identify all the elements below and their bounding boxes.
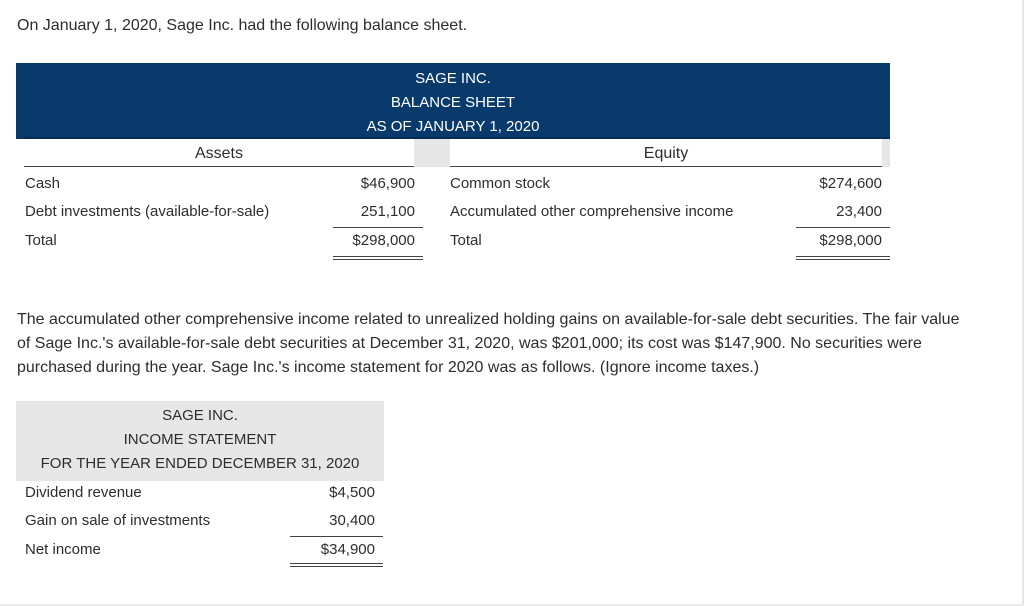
equity-subtotal-rule	[796, 227, 890, 228]
problem-paragraph: The accumulated other comprehensive income related to unrealized holding gains on available-for-sale debt securities. The fair value of Sage Inc.'s available-for-sale debt securities at December 31, 2020, was $201,000; its cost was $147,900. No securities were purchased during the year. Sage Inc.'s income statement for 2020 was as follows. (Ignore income taxes.)	[17, 311, 960, 376]
equity-value-common-stock: $274,600	[819, 175, 882, 192]
balance-sheet-title: BALANCE SHEET	[390, 94, 516, 111]
equity-label-aoci: Accumulated other comprehensive income	[450, 203, 734, 220]
balance-sheet-company: SAGE INC.	[415, 70, 491, 87]
equity-header-underline	[450, 166, 882, 167]
income-label-net-income: Net income	[25, 541, 101, 558]
intro-text: On January 1, 2020, Sage Inc. had the following balance sheet.	[17, 17, 468, 34]
asset-subtotal-rule	[333, 227, 423, 228]
equity-label-total: Total	[450, 232, 482, 249]
income-statement-period: FOR THE YEAR ENDED DECEMBER 31, 2020	[40, 455, 360, 472]
income-statement-company: SAGE INC.	[162, 407, 238, 424]
income-value-gain-on-sale: 30,400	[329, 512, 375, 529]
equity-total-double-rule	[796, 256, 890, 260]
assets-header-underline	[24, 166, 414, 167]
balance-sheet-header	[16, 63, 890, 139]
income-statement-title: INCOME STATEMENT	[123, 431, 277, 448]
income-statement-header	[16, 401, 384, 481]
balance-sheet-gap-strip	[414, 139, 450, 167]
asset-total-double-rule	[333, 256, 423, 260]
asset-value-total: $298,000	[352, 232, 415, 249]
asset-label-debt-investments: Debt investments (available-for-sale)	[25, 203, 270, 220]
income-value-net-income: $34,900	[320, 541, 375, 558]
income-value-dividend-revenue: $4,500	[329, 484, 375, 501]
income-label-gain-on-sale: Gain on sale of investments	[25, 512, 211, 529]
balance-sheet-end-strip	[882, 139, 890, 167]
equity-value-total: $298,000	[819, 232, 882, 249]
asset-value-debt-investments: 251,100	[360, 203, 415, 220]
income-total-double-rule	[290, 563, 383, 567]
income-subtotal-rule	[290, 536, 383, 537]
asset-value-cash: $46,900	[360, 175, 415, 192]
asset-label-total: Total	[25, 232, 57, 249]
equity-value-aoci: 23,400	[836, 203, 882, 220]
asset-label-cash: Cash	[25, 175, 61, 192]
income-label-dividend-revenue: Dividend revenue	[25, 484, 142, 501]
balance-sheet-date: AS OF JANUARY 1, 2020	[366, 118, 540, 135]
equity-header: Equity	[643, 145, 689, 162]
assets-header: Assets	[194, 145, 243, 162]
balance-sheet-header-rule	[24, 137, 890, 139]
equity-label-common-stock: Common stock	[450, 175, 551, 192]
